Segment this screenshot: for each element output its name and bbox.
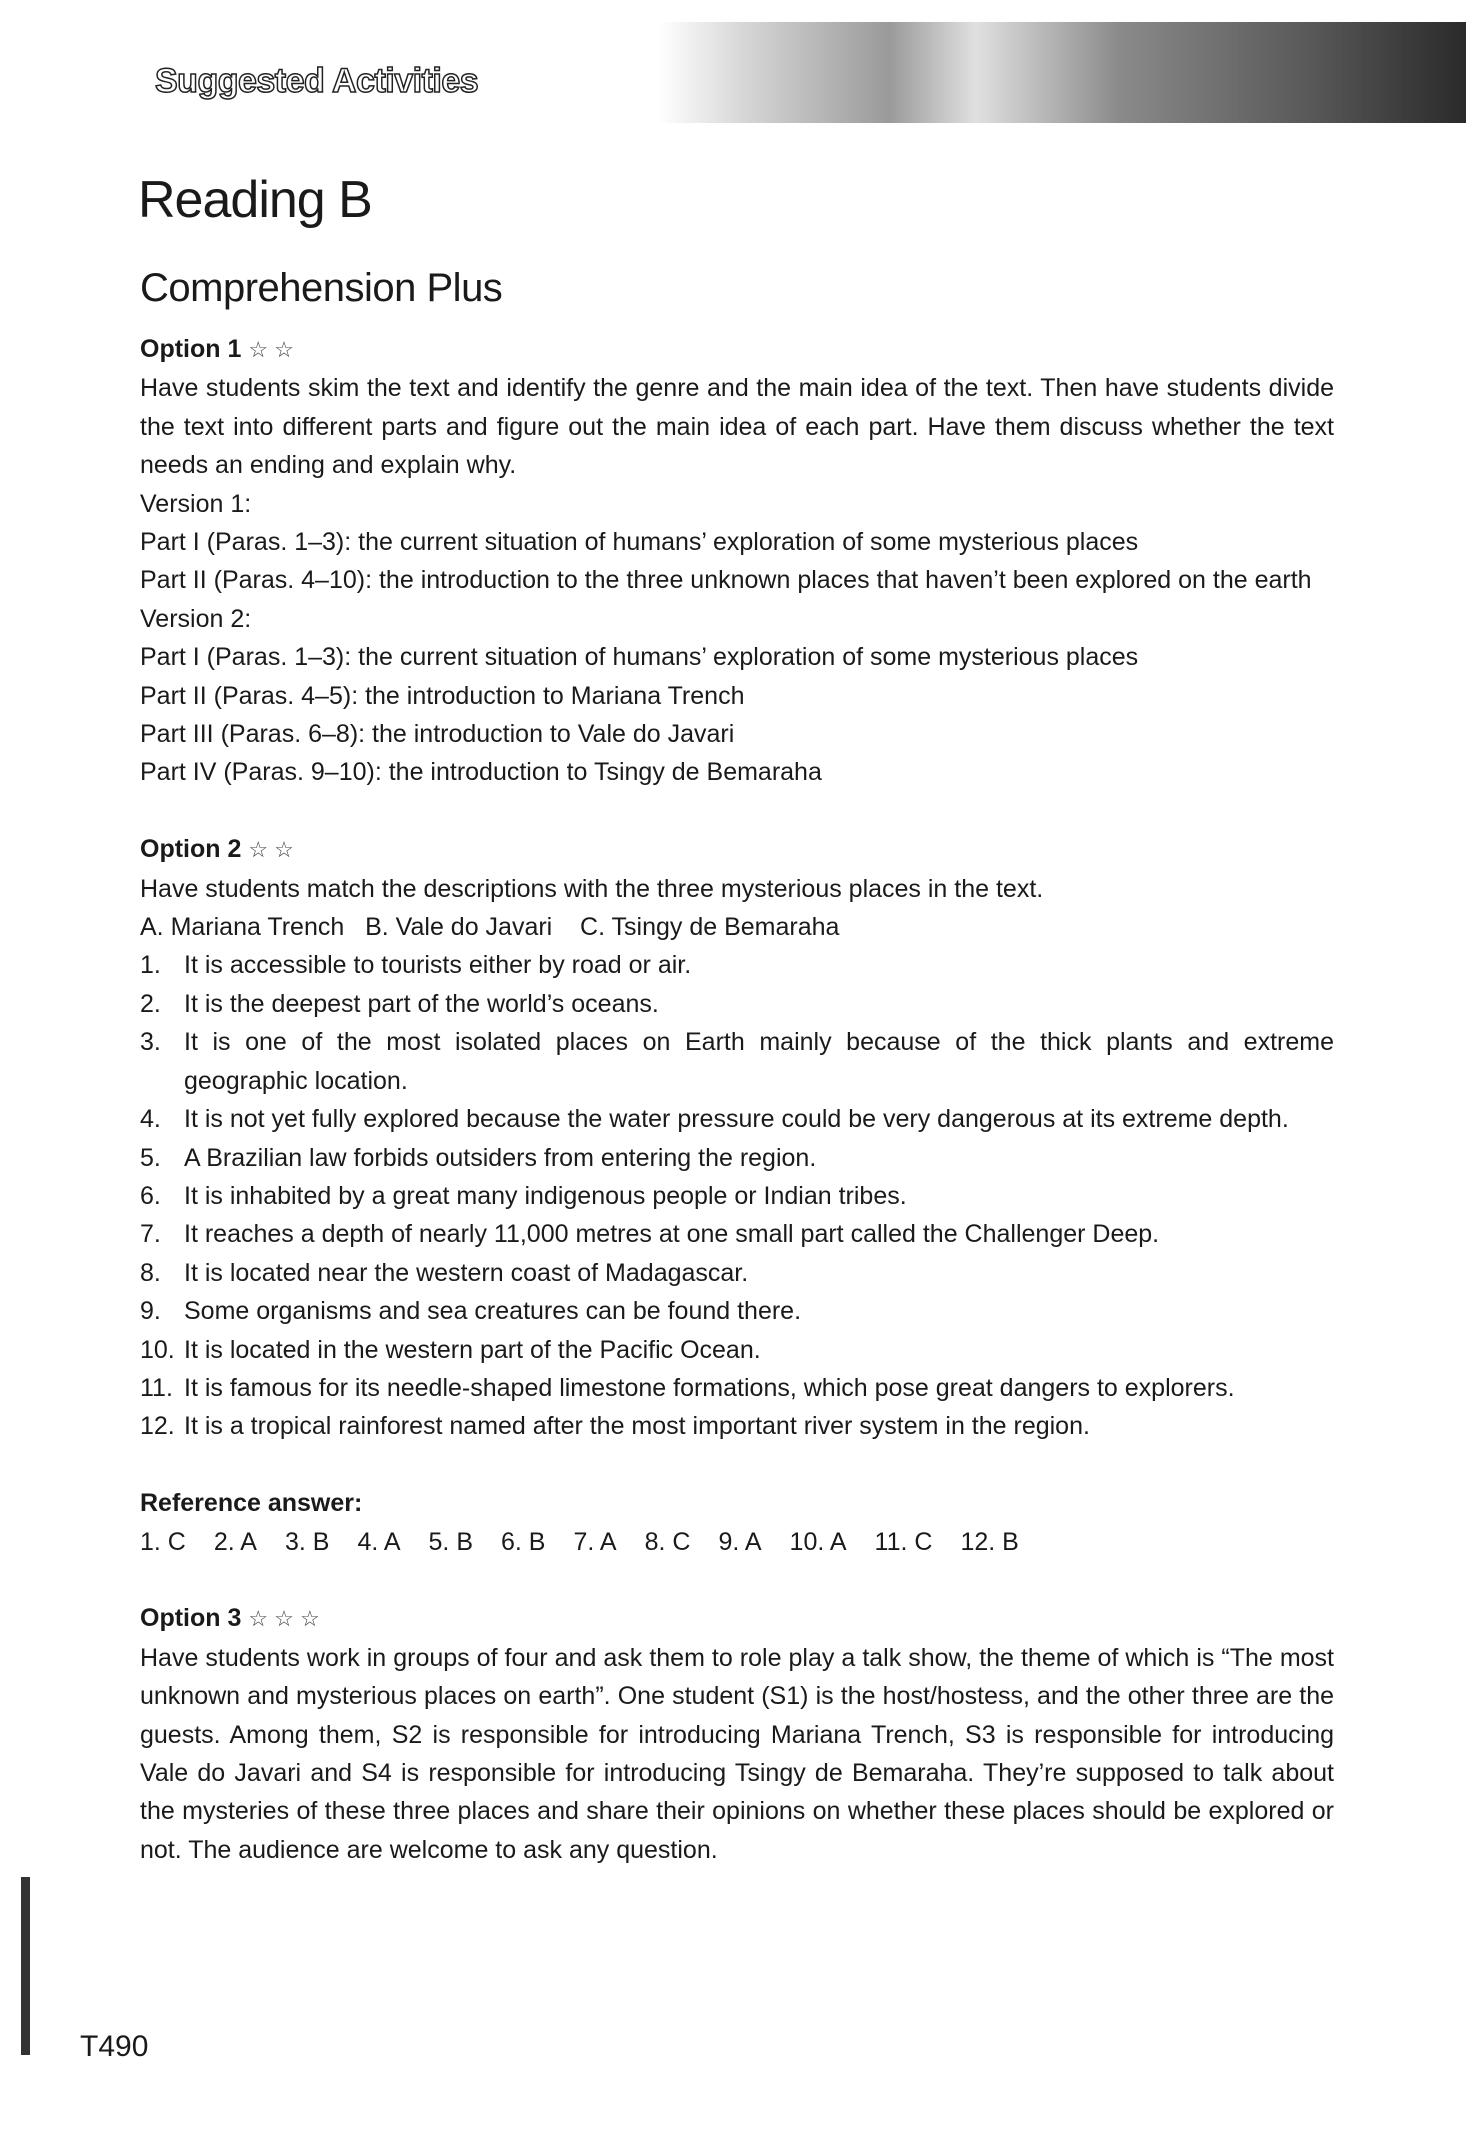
match-list	[140, 946, 1334, 1445]
item-text: Some organisms and sea creatures can be found there.	[184, 1297, 802, 1326]
item-text: It is famous for its needle-shaped limestone formations, which pose great dangers to explorers.	[184, 1373, 1235, 1402]
version2-part: Part III (Paras. 6–8): the introduction to Vale do Javari	[140, 720, 735, 749]
answer: 11. C	[874, 1527, 933, 1556]
list-item	[140, 1369, 1334, 1407]
option2-intro: Have students match the descriptions with the three mysterious places in the text.	[140, 874, 1044, 903]
reference-heading: Reference answer:	[140, 1489, 363, 1518]
list-item	[140, 946, 1334, 984]
item-number: 3.	[140, 1028, 161, 1057]
answer: 4. A	[357, 1527, 401, 1556]
answer: 9. A	[718, 1527, 762, 1556]
answer: 1. C	[140, 1527, 186, 1556]
page-edge-bar	[21, 1877, 30, 2055]
item-number: 5.	[140, 1143, 161, 1172]
version1-label: Version 1:	[140, 489, 252, 518]
item-number: 10.	[140, 1335, 175, 1364]
star-icon: ☆ ☆	[248, 837, 294, 863]
item-text: It reaches a depth of nearly 11,000 metres at one small part called the Challenger Deep.	[184, 1220, 1160, 1249]
option1-heading: Option 1 ☆ ☆	[140, 335, 294, 363]
list-item	[140, 1023, 1334, 1100]
item-number: 12.	[140, 1412, 175, 1441]
section-subtitle: Comprehension Plus	[140, 266, 503, 310]
item-number: 9.	[140, 1297, 161, 1326]
content	[140, 330, 1334, 1869]
item-number: 1.	[140, 951, 161, 980]
option1-intro: Have students skim the text and identify the genre and the main idea of the text. Then have students divide the text into different parts and figure out the main idea of each part. Have them discuss whether the text needs an ending and explain why.	[140, 374, 1334, 480]
answer: 6. B	[501, 1527, 546, 1556]
answer: 10. A	[789, 1527, 847, 1556]
list-item	[140, 1407, 1334, 1445]
star-icon: ☆ ☆	[248, 337, 294, 362]
item-text: It is a tropical rainforest named after the most important river system in the region.	[184, 1412, 1090, 1441]
item-text: It is not yet fully explored because the water pressure could be very dangerous at its extreme depth.	[184, 1105, 1289, 1134]
version2-part: Part II (Paras. 4–5): the introduction to Mariana Trench	[140, 681, 745, 710]
option3-heading: Option 3 ☆ ☆ ☆	[140, 1604, 320, 1633]
version2-part: Part I (Paras. 1–3): the current situation of humans’ exploration of some mysterious places	[140, 643, 1139, 672]
list-item	[140, 1331, 1334, 1369]
list-item	[140, 1100, 1334, 1138]
answer: 8. C	[644, 1527, 691, 1556]
item-text: It is inhabited by a great many indigenous people or Indian tribes.	[184, 1181, 907, 1210]
answer: 2. A	[213, 1527, 257, 1556]
item-number: 2.	[140, 989, 161, 1018]
version2-label: Version 2:	[140, 604, 252, 633]
list-item	[140, 1254, 1334, 1292]
answer-list	[140, 1523, 1334, 1561]
item-text: It is the deepest part of the world’s oceans.	[184, 989, 659, 1018]
list-item	[140, 1139, 1334, 1177]
list-item	[140, 985, 1334, 1023]
item-text: It is accessible to tourists either by road or air.	[184, 951, 692, 980]
item-text: It is one of the most isolated places on Earth mainly because of the thick plants and extreme geographic location.	[184, 1028, 1334, 1095]
answer: 5. B	[428, 1527, 474, 1556]
answer: 12. B	[960, 1527, 1019, 1556]
list-item	[140, 1215, 1334, 1253]
list-item	[140, 1292, 1334, 1330]
item-number: 6.	[140, 1181, 161, 1210]
version1-part: Part II (Paras. 4–10): the introduction to the three unknown places that haven’t been explored on the earth	[140, 566, 1312, 595]
page-number: T490	[80, 2030, 149, 2063]
item-text: It is located near the western coast of Madagascar.	[184, 1258, 749, 1287]
option3-text: Have students work in groups of four and ask them to role play a talk show, the theme of which is “The most unknown and mysterious places on earth”. One student (S1) is the host/hostess, and the other three are the guests. Among them, S2 is responsible for introducing Mariana Trench, S3 is responsible for introducing Vale do Javari and S4 is responsible for introducing Tsingy de Bemaraha. They’re supposed to talk about the mysteries of these three places and share their opinions on whether these places should be explored or not. The audience are welcome to ask any question.	[140, 1643, 1334, 1864]
page-title: Reading B	[138, 171, 372, 229]
answer: 3. B	[284, 1527, 330, 1556]
item-number: 8.	[140, 1258, 161, 1287]
item-number: 4.	[140, 1105, 161, 1134]
version1-part: Part I (Paras. 1–3): the current situation of humans’ exploration of some mysterious places	[140, 528, 1139, 557]
item-number: 11.	[140, 1373, 173, 1402]
answer: 7. A	[573, 1527, 617, 1556]
version2-part: Part IV (Paras. 9–10): the introduction to Tsingy de Bemaraha	[140, 758, 822, 787]
option2-choices: A. Mariana Trench B. Vale do Javari C. Tsingy de Bemaraha	[140, 913, 840, 942]
option2-heading: Option 2 ☆ ☆	[140, 835, 294, 864]
list-item	[140, 1177, 1334, 1215]
item-text: A Brazilian law forbids outsiders from entering the region.	[184, 1143, 817, 1172]
item-number: 7.	[140, 1220, 161, 1249]
section-title: Suggested Activities	[155, 62, 479, 100]
item-text: It is located in the western part of the Pacific Ocean.	[184, 1335, 761, 1364]
star-icon: ☆ ☆ ☆	[248, 1606, 320, 1632]
